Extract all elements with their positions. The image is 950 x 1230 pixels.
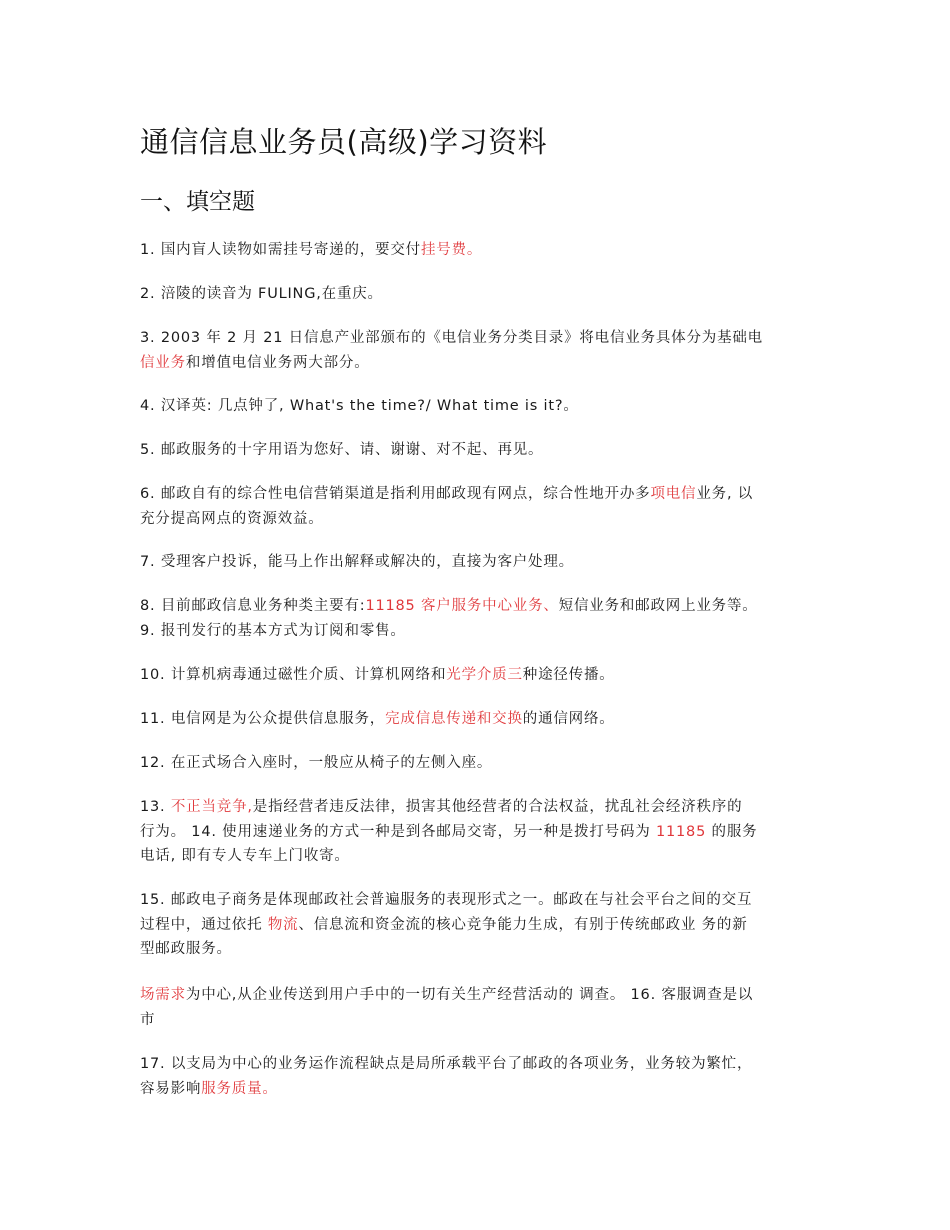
answer-highlight: 信业务 [140, 354, 186, 371]
question-text: 10. 计算机病毒通过磁性介质、计算机网络和 [140, 667, 447, 683]
question-10 [140, 663, 812, 688]
question-text: 1. 国内盲人读物如需挂号寄递的，要交付 [140, 242, 421, 258]
question-text: 为中心,从企业传送到用户手中的一切有关生产经营活动的 调查。 16. 客服调查是以 [185, 987, 754, 1003]
question-text: 3. 2003 年 2 月 21 日信息产业部颁布的《电信业务分类目录》将电信业务具体分为基础电 [140, 330, 763, 346]
question-16 [140, 983, 812, 1032]
question-text: 12. 在正式场合入座时，一般应从椅子的左侧入座。 [140, 755, 493, 771]
question-text: 容易影响 [140, 1080, 202, 1097]
question-text: 充分提高网点的资源效益。 [140, 510, 324, 527]
question-13-14 [140, 795, 812, 869]
question-15 [140, 888, 812, 962]
question-1 [140, 238, 812, 263]
answer-highlight: 项电信 [650, 486, 697, 502]
question-text: 、信息流和资金流的核心竞争能力生成，有别于传统邮政业 务的新 [298, 916, 748, 933]
question-text: 15. 邮政电子商务是体现邮政社会普遍服务的表现形式之一。邮政在与社会平台之间的交互 [140, 892, 753, 908]
question-text: 短信业务和邮政网上业务等。 [558, 598, 758, 614]
question-text: 种途径传播。 [522, 667, 615, 683]
question-text: 电话, 即有专人专车上门收寄。 [140, 848, 350, 864]
question-text: 13. [140, 799, 171, 815]
question-8-9 [140, 594, 812, 643]
question-text: 市 [140, 1011, 156, 1028]
answer-highlight: 场需求 [140, 987, 186, 1003]
section-heading: 一、填空题 [140, 189, 255, 215]
question-text: 业务, 以 [696, 486, 754, 502]
answer-highlight: 完成信息传递和交换 [385, 711, 523, 727]
question-text: 的通信网络。 [522, 711, 615, 727]
question-text: 11. 电信网是为公众提供信息服务， [140, 711, 386, 727]
answer-highlight: 光学介质三 [446, 667, 523, 683]
question-4 [140, 394, 812, 419]
answer-highlight: 服务质量。 [201, 1080, 278, 1097]
question-text: 过程中，通过依托 [140, 916, 268, 933]
answer-highlight: 11185 客户服务中心业务、 [365, 598, 559, 614]
question-text: 9. 报刊发行的基本方式为订阅和零售。 [140, 622, 406, 639]
page-title: 通信信息业务员(高级)学习资料 [140, 125, 548, 159]
question-text: 行为。 14. 使用速递业务的方式一种是到各邮局交寄，另一种是拨打号码为 [140, 823, 656, 840]
question-7 [140, 550, 812, 575]
question-17 [140, 1052, 812, 1101]
answer-highlight: 物流 [267, 916, 299, 933]
question-text: 5. 邮政服务的十字用语为您好、请、谢谢、对不起、再见。 [140, 442, 544, 458]
answer-highlight: 11185 [655, 823, 707, 840]
question-text: 8. 目前邮政信息业务种类主要有: [140, 598, 366, 614]
question-text: 和增值电信业务两大部分。 [185, 354, 370, 371]
question-12 [140, 751, 812, 776]
question-text: 17. 以支局为中心的业务运作流程缺点是局所承载平台了邮政的各项业务，业务较为繁忙， [140, 1056, 753, 1072]
answer-highlight: 挂号费。 [420, 242, 483, 258]
question-text: 型邮政服务。 [140, 941, 232, 957]
question-text: 6. 邮政自有的综合性电信营销渠道是指利用邮政现有网点，综合性地开办多 [140, 486, 651, 502]
question-3 [140, 326, 812, 375]
question-2 [140, 282, 812, 307]
question-text: 7. 受理客户投诉，能马上作出解释或解决的，直接为客户处理。 [140, 554, 574, 570]
question-text: 2. 涪陵的读音为 FULING,在重庆。 [140, 286, 383, 302]
question-5 [140, 438, 812, 463]
question-11 [140, 707, 812, 732]
answer-highlight: 不正当竞争, [170, 799, 253, 815]
question-text: 4. 汉译英: 几点钟了, What's the time?/ What time is it?。 [140, 398, 579, 414]
question-text: 的服务 [706, 823, 758, 840]
question-text: 是指经营者违反法律，损害其他经营者的合法权益，扰乱社会经济秩序的 [252, 799, 743, 815]
question-6 [140, 482, 812, 531]
